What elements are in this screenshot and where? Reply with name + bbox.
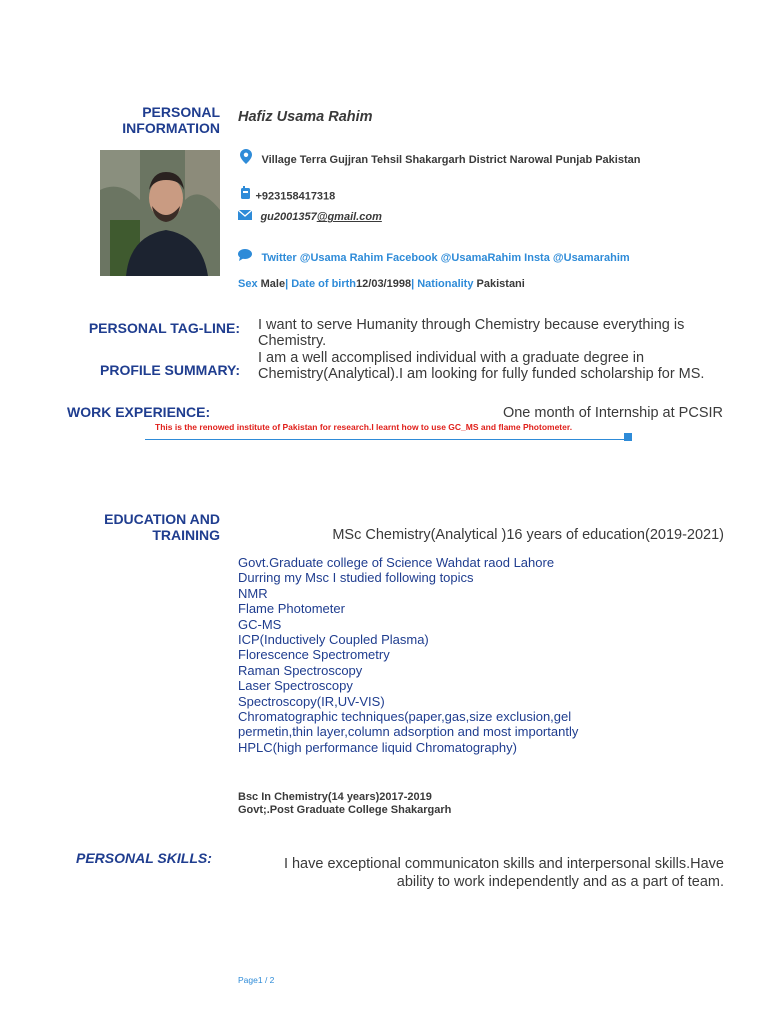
list-item: GC-MS: [238, 616, 282, 632]
education-label: EDUCATION AND TRAINING: [104, 511, 220, 543]
section-divider: [145, 439, 628, 440]
phone-text: +923158417318: [255, 190, 336, 203]
work-experience-title: One month of Internship at PCSIR: [502, 405, 723, 421]
phone-row: [240, 186, 335, 205]
personal-skills-text: I have exceptional communicaton skills and interpersonal skills.Have ability to work independently and as a part of team.: [283, 856, 724, 890]
tagline-label: PERSONAL TAG-LINE:: [88, 320, 240, 336]
section-title-personal-information: PERSONAL INFORMATION: [122, 104, 220, 136]
list-item: Spectroscopy(IR,UV-VIS): [238, 693, 385, 709]
profile-photo: [100, 150, 220, 276]
profile-photo-illustration: [100, 150, 220, 276]
list-item: NMR: [238, 585, 268, 601]
list-item: ICP(Inductively Coupled Plasma): [238, 632, 429, 648]
list-item: Chromatographic techniques(paper,gas,size exclusion,gel: [238, 709, 572, 725]
list-item: Durring my Msc I studied following topics: [238, 570, 474, 586]
tagline-text: I want to serve Humanity through Chemistry because everything is Chemistry.: [258, 317, 685, 349]
personal-skills-label: PERSONAL SKILLS:: [76, 850, 212, 866]
email-icon: [238, 207, 252, 225]
education-degree: MSc Chemistry(Analytical )16 years of education(2019-2021): [332, 527, 724, 543]
address-text: Village Terra Gujjran Tehsil Shakargarh District Narowal Punjab Pakistan: [261, 154, 641, 167]
social-row: [238, 248, 630, 266]
chat-bubble-icon: [238, 248, 252, 266]
list-item: Raman Spectroscopy: [238, 662, 363, 678]
personal-details-row: Sex Male| Date of birth12/03/1998| Nationality Pakistani: [238, 278, 525, 290]
list-item: Laser Spectroscopy: [238, 678, 353, 694]
work-experience-note: This is the renowed institute of Pakistan for research.I learnt how to use GC_MS and flame Photometer.: [155, 422, 573, 432]
bsc-details: Bsc In Chemistry(14 years)2017-2019 Govt;.Post Graduate College Shakargarh: [238, 791, 452, 816]
profile-summary-label: PROFILE SUMMARY:: [100, 362, 240, 378]
work-experience-label: WORK EXPERIENCE:: [67, 404, 211, 420]
list-item: Govt.Graduate college of Science Wahdat raod Lahore: [238, 555, 555, 570]
location-pin-icon: [240, 149, 252, 169]
candidate-name: Hafiz Usama Rahim: [238, 109, 373, 125]
list-item: permetin,thin layer,column adsorption and most importantly: [238, 724, 579, 740]
list-item: Flame Photometer: [238, 601, 345, 617]
education-topics-list: [238, 555, 578, 755]
email-row: [238, 207, 382, 225]
email-link[interactable]: gu2001357@gmail.com: [260, 211, 382, 224]
list-item: Florescence Spectrometry: [238, 647, 390, 663]
phone-icon: [240, 186, 251, 205]
address-row: [240, 149, 640, 169]
list-item: HPLC(high performance liquid Chromatography): [238, 739, 517, 755]
social-text: Twitter @Usama Rahim Facebook @UsamaRahim Insta @Usamarahim: [261, 252, 630, 265]
profile-summary-text: I am a well accomplised individual with a graduate degree in Chemistry(Analytical).I am looking for fully funded scholarship for MS.: [258, 350, 705, 382]
divider-end-marker: [624, 433, 632, 441]
page-number: Page1 / 2: [238, 975, 275, 985]
